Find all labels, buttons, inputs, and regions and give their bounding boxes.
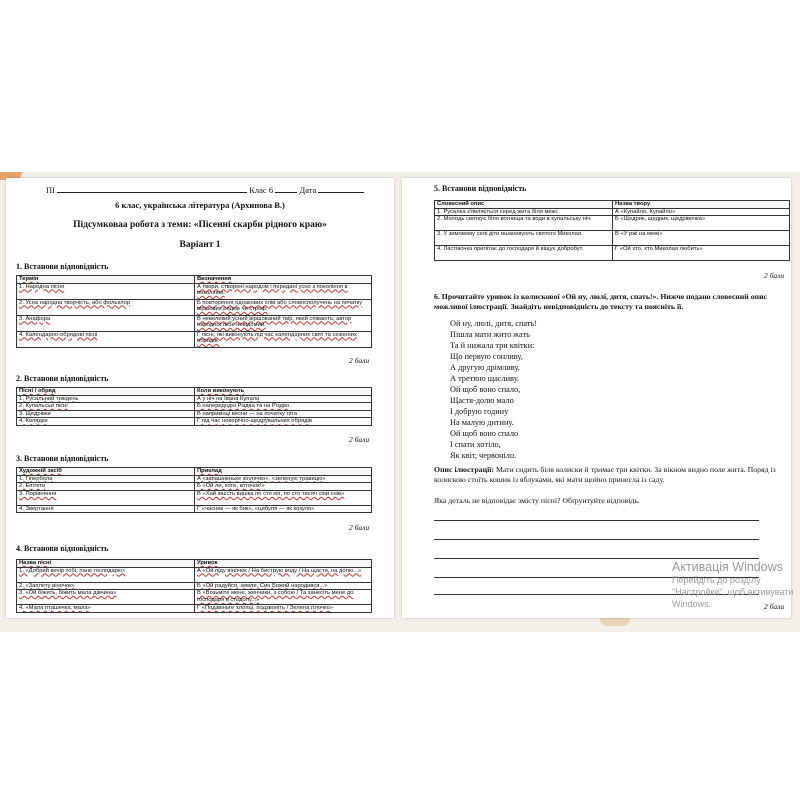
table-cell: А у ніч на Івана Купала	[195, 395, 372, 403]
poem-line: А другую дрімливу,	[450, 363, 520, 372]
table-cell: В «У ржі на межі»	[613, 231, 790, 246]
table-cell: 2. Усна народна творчість, або фольклор	[17, 299, 195, 315]
poem-line: Ой щоб воно спало,	[450, 385, 521, 394]
table-header-cell: Приклад	[195, 468, 372, 476]
answer-line[interactable]	[434, 520, 759, 521]
table-cell: Б напередодні Різдва та на Різдво.	[195, 403, 372, 411]
table-cell: 3. «Ой біжить, біжить мала дівчина»	[17, 590, 195, 605]
poem-line: Що первую сонливу,	[450, 352, 523, 361]
table-cell: Г під час новорічно-щедрувальних обрядів	[195, 418, 372, 426]
points-label: 2 бали	[349, 435, 370, 444]
table-cell: 2. «Заплету віночок»	[17, 582, 195, 590]
points-label: 2 бали	[764, 271, 785, 280]
table-header-cell: Художній засіб	[17, 468, 195, 476]
points-label: 2 бали	[349, 356, 370, 365]
table-header-cell: Визначення	[195, 276, 372, 284]
table-cell: 3. Анафора	[17, 315, 195, 331]
table-cell: А «запашненьке зіллячко», «зеленую травицю»	[195, 475, 372, 483]
section-2-table	[16, 387, 372, 426]
table-cell: 1. «Добрий вечір тобі, пане господарю»	[17, 567, 195, 582]
section-3-table	[16, 467, 372, 513]
table-cell: Г «Подзвіньте хлопці, подзвоніть / Зелена гілочко»	[195, 605, 372, 613]
table-cell: Б повторення однакових слів або словосполучень на початку віршових рядків чи строф.	[195, 299, 372, 315]
table-header-cell: Коли виконують	[195, 388, 372, 396]
table-header-row	[17, 560, 372, 568]
table-row	[17, 315, 372, 331]
document-title: Підсумковаа робота з теми: «Пісенні скарби рідного краю»	[73, 220, 327, 230]
date-label: Дата	[299, 185, 317, 195]
class-blank-line[interactable]	[275, 184, 297, 193]
table-cell: В наприкінці весни — на початку літа	[195, 410, 372, 418]
left-page	[6, 178, 394, 618]
table-row	[17, 483, 372, 491]
points-label: 2 бали	[349, 523, 370, 532]
table-cell: А твори, створені народом і передані усно з покоління в покоління.	[195, 283, 372, 299]
lullaby-poem	[450, 318, 537, 461]
watermark-subtitle: Перейдіть до розділу "Настройки", щоб активувати Windows.	[672, 575, 794, 609]
table-cell: 3. Порівняння	[17, 490, 195, 505]
poem-line: Пішла мати жито жать	[450, 330, 530, 339]
watermark-title: Активація Windows	[672, 560, 783, 574]
poem-line: Та й нижала три квітки:	[450, 341, 535, 350]
table-cell: 2. Купальські пісні	[17, 403, 195, 411]
poem-line: Щастя-долю мало	[450, 396, 514, 405]
table-row	[17, 410, 372, 418]
section-3-title: 3. Встанови відповідність	[16, 454, 109, 463]
class-label: Клас 6	[249, 185, 274, 195]
poem-line: І добрую годину	[450, 407, 509, 416]
task-6-instruction: 6. Прочитайте уривок із колискової «Ой ну, люлі, дитя, спать!». Нижче подано словесний опис можливої ілюстрації. Знайдіть невідповідність до тексту та поясніть її.	[434, 292, 768, 311]
table-row	[17, 475, 372, 483]
section-5-title: 5. Встанови відповідність	[434, 184, 527, 193]
table-cell: 4. Звертання	[17, 505, 195, 513]
document-subject: 6 клас, українська література (Архипова В.)	[115, 200, 285, 210]
table-row	[435, 231, 790, 246]
table-row	[17, 403, 372, 411]
table-row	[17, 590, 372, 605]
table-header-cell: Термін	[17, 276, 195, 284]
section-1-table	[16, 275, 372, 348]
table-cell: 1. Русалка з'являється серед жита біля межі.	[435, 208, 613, 216]
poem-line: Як квіт, червоніло.	[450, 451, 517, 460]
table-header-row	[17, 468, 372, 476]
student-header	[46, 184, 364, 195]
table-cell: Г пісні, які виконують під час календарних свят та сезонних обрядів.	[195, 331, 372, 347]
illustration-text: Мати сидить біля колиски й тримає три квітки. За вікном видно поле жита. Поряд із колискою стоїть кошик із яблуками, які мати щойно принесла із саду.	[434, 465, 776, 484]
table-header-row	[435, 201, 790, 209]
table-row	[435, 246, 790, 261]
illustration-label: Опис ілюстрації:	[434, 465, 494, 474]
table-header-cell: Словесний опис	[435, 201, 613, 209]
table-row	[17, 395, 372, 403]
table-cell: В невеликий усний віршований твір, який співають; автор народної пісні невідомий.	[195, 315, 372, 331]
table-row	[17, 605, 372, 613]
task-6-question: Яка деталь не відповідає змісту пісні? Обґрунтуйте відповідь.	[434, 496, 641, 505]
right-page	[402, 178, 791, 618]
table-cell: 3. Щедрівки	[17, 410, 195, 418]
table-cell: 4. «Мала пташечка, мала»	[17, 605, 195, 613]
table-header-cell: Пісні / обряд	[17, 388, 195, 396]
section-4-table	[16, 559, 372, 613]
table-row	[17, 505, 372, 513]
illustration-description	[434, 465, 784, 485]
variant-label: Варіант 1	[179, 240, 221, 250]
table-header-cell: Уривок	[195, 560, 372, 568]
table-cell: Б «Щедрик, щедрик, щедрівочка»	[613, 216, 790, 231]
table-row	[17, 582, 372, 590]
windows-activation-watermark	[672, 560, 800, 610]
points-label: 2 бали	[764, 602, 785, 611]
table-cell: 2. Молодь святкує біля вогнища та води в купальську ніч.	[435, 216, 613, 231]
table-row	[17, 567, 372, 582]
section-5-table	[434, 200, 790, 261]
table-cell: 1. Русальний тиждень	[17, 395, 195, 403]
table-cell: Б «Ой ли, коте, коточок!»	[195, 483, 372, 491]
table-header-cell: Назва пісні	[17, 560, 195, 568]
table-cell: 1. Гіпербола	[17, 475, 195, 483]
section-1-title: 1. Встанови відповідність	[16, 262, 109, 271]
poem-line: А третюю щасливу.	[450, 374, 520, 383]
table-cell: 4. Колядки	[17, 418, 195, 426]
table-cell: А «Купайло, Купайло»	[613, 208, 790, 216]
table-row	[435, 208, 790, 216]
poem-line: І спати хотіло,	[450, 440, 501, 449]
name-label: ПІ	[46, 185, 55, 195]
table-header-cell: Назва твору	[613, 201, 790, 209]
section-2-title: 2. Встанови відповідність	[16, 374, 109, 383]
answer-line[interactable]	[434, 539, 759, 540]
section-4-title: 4. Встанови відповідність	[16, 544, 109, 553]
table-row	[17, 283, 372, 299]
answer-line[interactable]	[434, 558, 759, 559]
table-cell: А «Ой піду віночок / На биструю воду / На щастя, на долю...»	[195, 567, 372, 582]
table-row	[17, 490, 372, 505]
table-cell: 3. У зимовому селі діти вшановують святого Миколая.	[435, 231, 613, 246]
table-cell: 1. Народна пісня	[17, 283, 195, 299]
table-cell: Б «Ой радуйся, земле, Син Божий народився...»	[195, 582, 372, 590]
table-row	[17, 418, 372, 426]
poem-line: На малую дитину.	[450, 418, 514, 427]
table-cell: В «Возьміте мене, женчики, з собою / Та занесіть мене до господаря в стодолу...»	[195, 590, 372, 605]
table-row	[17, 331, 372, 347]
name-blank-line[interactable]	[57, 184, 247, 193]
table-cell: 4. Календарно-обрядові пісні	[17, 331, 195, 347]
table-cell: Г «Ой хто, хто Миколая любить»	[613, 246, 790, 261]
poem-line: Ой щоб воно спало	[450, 429, 519, 438]
table-row	[17, 299, 372, 315]
poem-line: Ой ну, люлі, дитя, спать!	[450, 319, 538, 328]
table-header-row	[17, 388, 372, 396]
table-cell: 2. Епітети	[17, 483, 195, 491]
table-cell: В «Хай заєсть вишка по сто кіп, по сто тисяч сіпи снів»	[195, 490, 372, 505]
table-row	[435, 216, 790, 231]
table-cell: 4. Ластівочка прилітає до господаря й віщує добробут.	[435, 246, 613, 261]
table-header-row	[17, 276, 372, 284]
table-cell: Г «часник — як бик», «цибуля — як козуля»	[195, 505, 372, 513]
date-blank-line[interactable]	[318, 184, 364, 193]
